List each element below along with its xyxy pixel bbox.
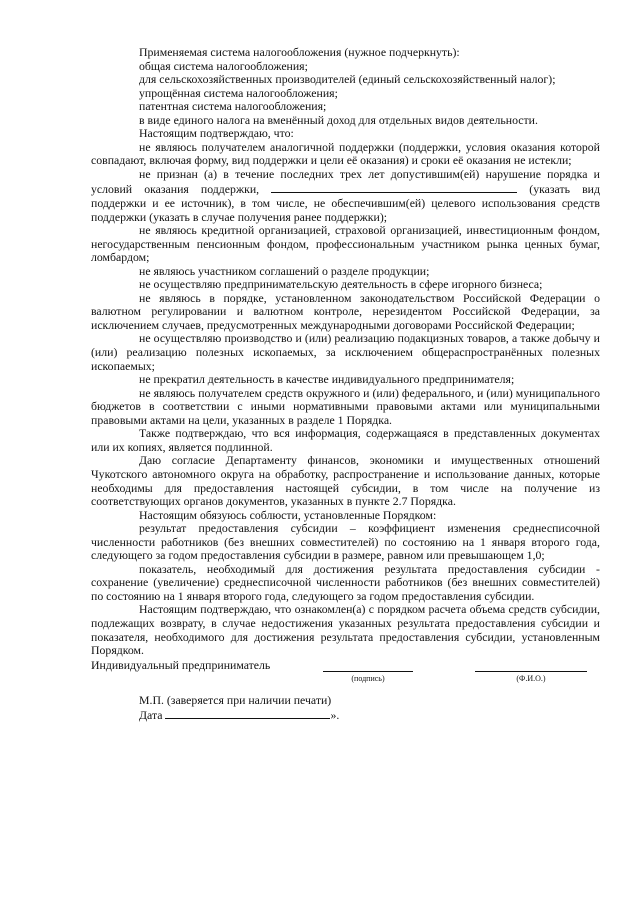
full-name-line[interactable] [475, 671, 587, 672]
stamp-note: М.П. (заверяется при наличии печати) [139, 692, 332, 707]
date-row [91, 707, 600, 723]
tax-option-simplified: упрощённая система налогообложения; [139, 85, 338, 100]
confirm-not-terminated: не прекратил деятельность в качестве индивидуального предпринимателя; [139, 372, 515, 387]
confirm-not-financial-org: не являюсь кредитной организацией, страховой организацией, инвестиционным фондом, негосударственным пенсионным фондом, профессиональным участником рынка ценных бумаг, ломбардом; [91, 223, 600, 265]
obligations-heading: Настоящим обязуюсь соблюсти, установленные Порядком: [139, 507, 437, 522]
date-suffix: ». [330, 708, 340, 723]
docs-genuine-statement: Также подтверждаю, что вся информация, содержащаяся в представленных документах или их копиях, является подлинной. [91, 426, 600, 454]
full-name-caption: (Ф.И.О.) [516, 673, 546, 683]
acknowledgement-statement: Настоящим подтверждаю, что ознакомлен(а) с порядком расчета объема средств субсидии, подлежащих возврату, в случае недостижения указанных результата предоставления субсидии и показателя, необходимого для достижения результата предоставления субсидии, установленным Порядком. [91, 602, 600, 658]
tax-option-general: общая система налогообложения; [139, 58, 308, 73]
confirm-no-similar-support: не являюсь получателем аналогичной поддержки (поддержки, условия оказания которой совпадают, включая форму, вид поддержки и цели её оказания) и сроки её оказания не истекли; [91, 139, 600, 168]
obligations-section [91, 509, 600, 658]
tax-system-section [91, 46, 600, 127]
entrepreneur-label: Индивидуальный предприниматель [91, 657, 271, 672]
tax-option-agricultural: для сельскохозяйственных производителей (единый сельскохозяйственный налог); [139, 72, 556, 87]
signature-caption: (подпись) [351, 673, 385, 683]
signature-row [91, 659, 600, 674]
signature-line[interactable] [323, 671, 413, 672]
support-type-blank[interactable] [271, 181, 517, 193]
tax-option-imputed: в виде единого налога на вменённый доход для отдельных видов деятельности. [139, 112, 538, 127]
obligation-result: результат предоставления субсидии – коэффициент изменения среднесписочной численности работников (без внешних совместителей) по состоянию на 1 января второго года, следующего за годом предоставления субсидии в размере, равном или превышающем 1,0; [91, 521, 600, 563]
violation-text-after: (указать вид поддержки и ее источник), в том числе, не обеспечившим(ей) целевого использования средств поддержки (указать в случае получения ранее поддержки); [91, 182, 600, 224]
confirm-not-psa-party: не являюсь участником соглашений о разделе продукции; [139, 263, 430, 278]
confirm-not-excise: не осуществляю производство и (или) реализацию подакцизных товаров, а также добычу и (или) реализацию полезных ископаемых, за исключением общераспространённых полезных ископаемых; [91, 331, 600, 373]
confirm-no-violation [91, 168, 600, 224]
obligation-indicator: показатель, необходимый для достижения результата предоставления субсидии - сохранение (увеличение) среднесписочной численности работников (без внешних совместителей) по состоянию на 1 января второго года, следующего за годом предоставления субсидии. [91, 561, 600, 603]
tax-option-patent: патентная система налогообложения; [139, 99, 327, 114]
confirm-not-budget-recipient: не являюсь получателем средств окружного и (или) федерального, и (или) муниципального бюджетов в соответствии с иными нормативными правовыми актами или муниципальными правовыми актами на цели, указанных в разделе 1 Порядка. [91, 385, 600, 427]
signature-block [91, 659, 600, 723]
confirmation-section [91, 127, 600, 427]
date-blank[interactable] [165, 707, 330, 719]
confirmation-heading: Настоящим подтверждаю, что: [139, 126, 294, 141]
signature-captions [91, 674, 600, 688]
date-label: Дата [139, 708, 163, 723]
consent-statement: Даю согласие Департаменту финансов, экономики и имущественных отношений Чукотского автономного округа на обработку, распространение и использование данных, которые необходимы для предоставления настоящей субсидии, в том числе на получение из соответствующих органов документов, указанных в пункте 2.7 Порядка. [91, 453, 600, 509]
confirm-not-nonresident: не являюсь в порядке, установленном законодательством Российской Федерации о валютном регулировании и валютном контроле, нерезидентом Российской Федерации, за исключением случаев, предусмотренных международными договорами Российской Федерации; [91, 290, 600, 332]
violation-text-before: не признан (а) в течение последних трех лет допустившим(ей) нарушение порядка и условий оказания поддержки, [91, 166, 600, 197]
confirm-not-gambling: не осуществляю предпринимательскую деятельность в сфере игорного бизнеса; [139, 277, 543, 292]
tax-system-heading: Применяемая система налогообложения (нужное подчеркнуть): [139, 45, 460, 59]
